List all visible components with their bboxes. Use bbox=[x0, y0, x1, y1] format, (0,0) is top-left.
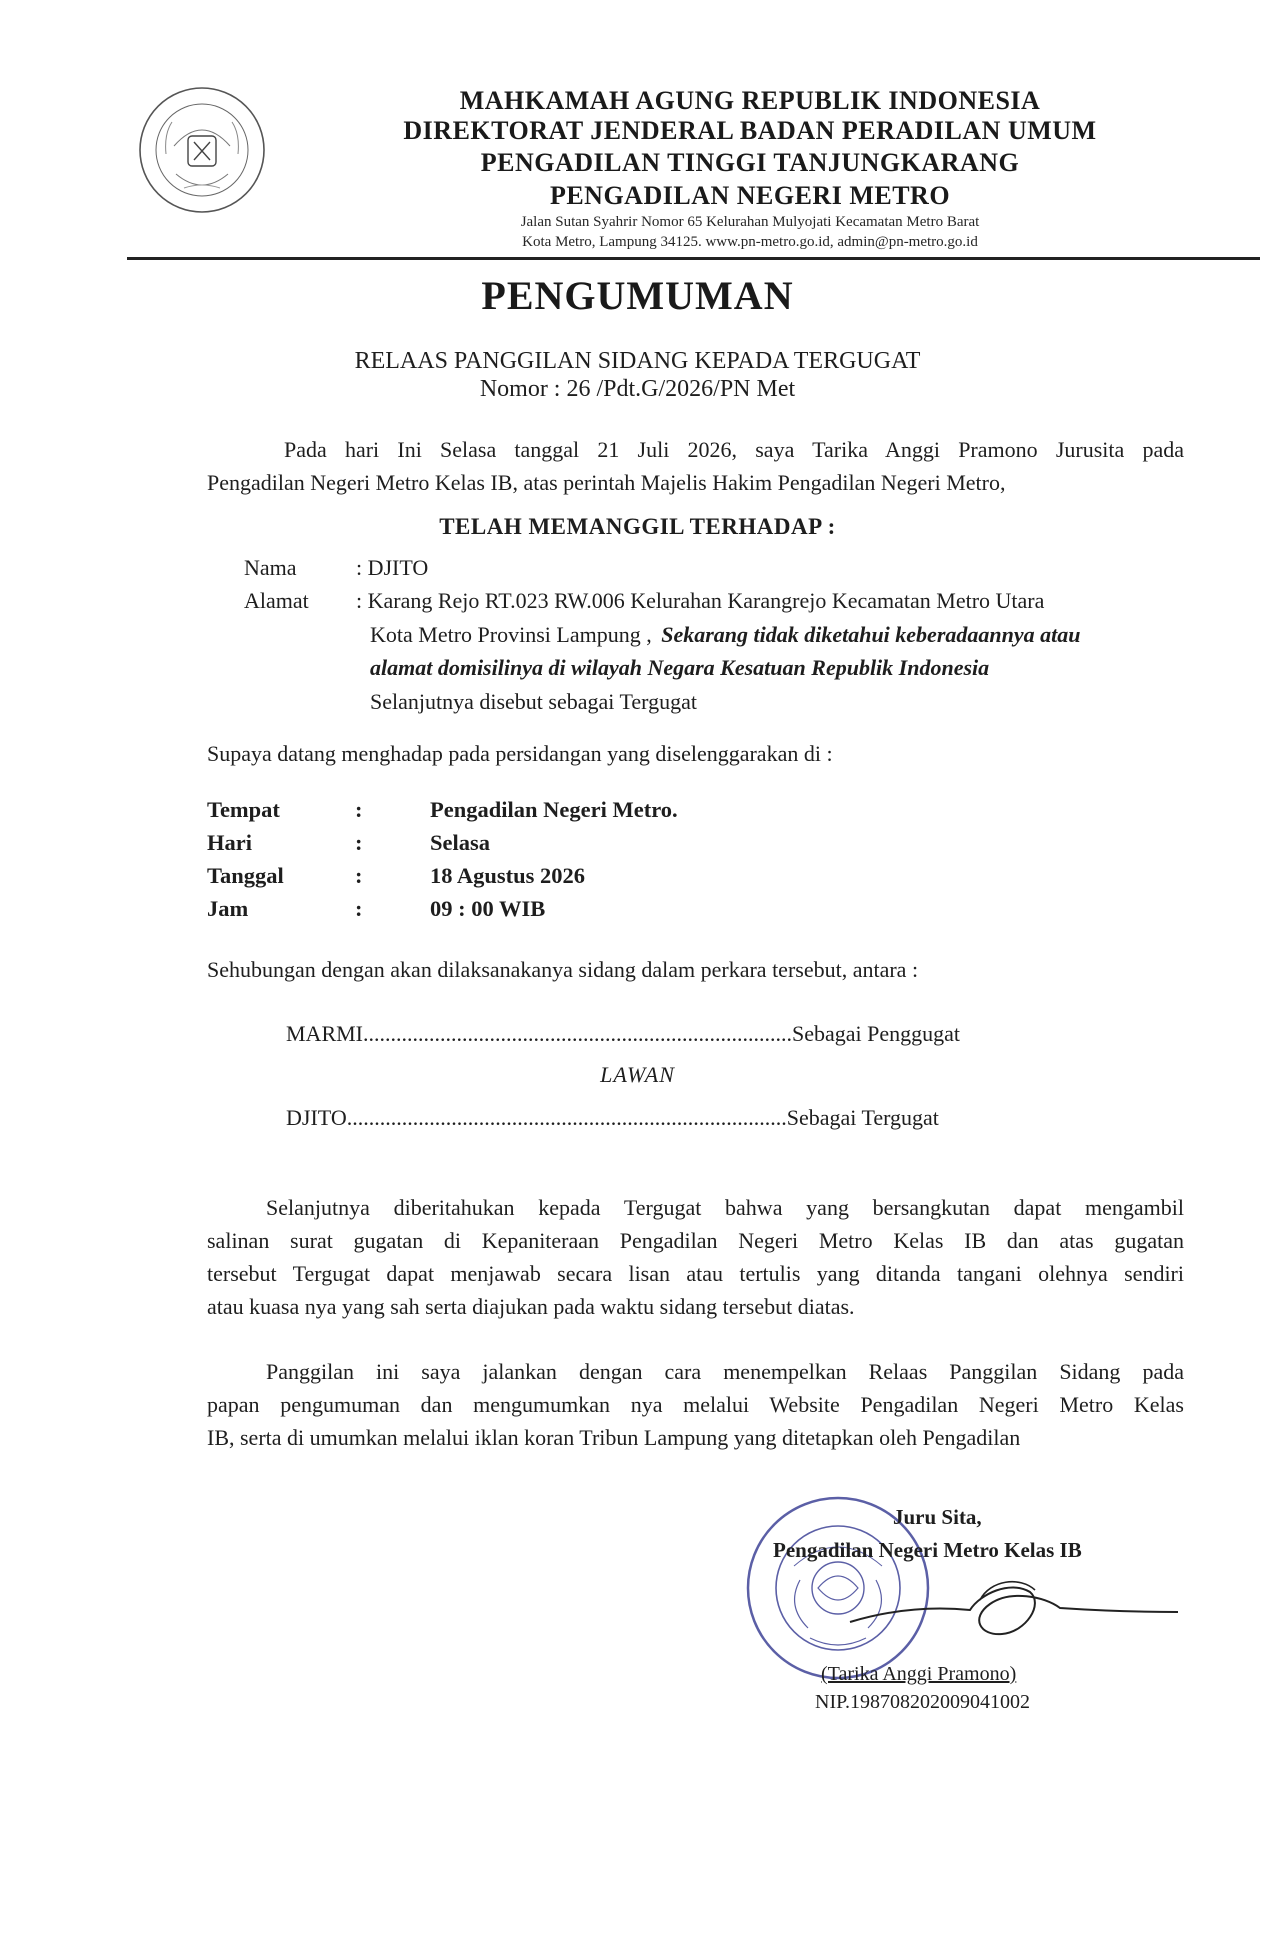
header-address-1: Jalan Sutan Syahrir Nomor 65 Kelurahan Mulyojati Kecamatan Metro Barat bbox=[520, 214, 980, 230]
schedule-value: Pengadilan Negeri Metro. bbox=[430, 797, 678, 822]
header-line-3: PENGADILAN TINGGI TANJUNGKARANG bbox=[480, 148, 1020, 177]
schedule-value: Selasa bbox=[430, 830, 491, 855]
page-title: PENGUMUMAN bbox=[481, 273, 794, 318]
signatory-name: (Tarika Anggi Pramono) bbox=[821, 1663, 1017, 1685]
schedule-row-tanggal bbox=[207, 863, 907, 896]
signature-office: Pengadilan Negeri Metro Kelas IB bbox=[773, 1538, 1082, 1562]
document-number: Nomor : 26 /Pdt.G/2026/PN Met bbox=[479, 376, 796, 402]
plaintiff-line: MARMI..............................................................................Sebagai Penggugat bbox=[286, 1021, 961, 1046]
versus-label: LAWAN bbox=[600, 1062, 675, 1087]
para1-line-4: atau kuasa nya yang sah serta diajukan pada waktu sidang tersebut diatas. bbox=[207, 1294, 855, 1319]
schedule-table bbox=[207, 797, 907, 929]
alamat-line-2 bbox=[370, 618, 1080, 651]
signature-role: Juru Sita, bbox=[893, 1505, 982, 1529]
signatory-nip: NIP.198708202009041002 bbox=[815, 1691, 1031, 1713]
schedule-row-jam bbox=[207, 896, 907, 929]
header-divider bbox=[127, 257, 1260, 260]
para1-line-3: tersebut Tergugat dapat menjawab secara lisan atau tertulis yang ditanda tangani olehnya sendiri bbox=[207, 1261, 1184, 1286]
intro-line-1: Pada hari Ini Selasa tanggal 21 Juli 2026, saya Tarika Anggi Pramono Jurusita pada bbox=[284, 437, 1184, 462]
para1-line-2: salinan surat gugatan di Kepaniteraan Pengadilan Negeri Metro Kelas IB dan atas gugatan bbox=[207, 1228, 1184, 1253]
summon-heading: TELAH MEMANGGIL TERHADAP : bbox=[439, 514, 836, 539]
schedule-label: Tanggal bbox=[207, 863, 284, 888]
para2-line-2: papan pengumuman dan mengumumkan nya melalui Website Pengadilan Negeri Metro Kelas bbox=[207, 1392, 1184, 1417]
schedule-label: Tempat bbox=[207, 797, 280, 822]
alamat-line-2-plain: Kota Metro Provinsi Lampung , bbox=[370, 622, 652, 647]
schedule-label: Jam bbox=[207, 896, 249, 921]
document-subtitle: RELAAS PANGGILAN SIDANG KEPADA TERGUGAT bbox=[354, 348, 921, 374]
case-intro: Sehubungan dengan akan dilaksanakanya sidang dalam perkara tersebut, antara : bbox=[207, 957, 919, 982]
attend-line: Supaya datang menghadap pada persidangan yang diselenggarakan di : bbox=[207, 741, 833, 766]
schedule-colon: : bbox=[355, 797, 363, 822]
schedule-row-hari bbox=[207, 830, 907, 863]
alamat-line-2-italic: Sekarang tidak diketahui keberadaannya atau bbox=[661, 622, 1081, 647]
nama-label: Nama bbox=[244, 555, 297, 580]
header-line-1: MAHKAMAH AGUNG REPUBLIK INDONESIA bbox=[459, 86, 1041, 115]
para1-line-1: Selanjutnya diberitahukan kepada Tergugat bahwa yang bersangkutan dapat mengambil bbox=[266, 1195, 1184, 1220]
intro-line-2: Pengadilan Negeri Metro Kelas IB, atas perintah Majelis Hakim Pengadilan Negeri Metro, bbox=[207, 470, 1006, 495]
court-logo bbox=[136, 84, 268, 216]
para2-line-1: Panggilan ini saya jalankan dengan cara menempelkan Relaas Panggilan Sidang pada bbox=[266, 1359, 1184, 1384]
alamat-line-4: Selanjutnya disebut sebagai Tergugat bbox=[370, 689, 697, 714]
schedule-value: 09 : 00 WIB bbox=[430, 896, 546, 921]
header-address-2: Kota Metro, Lampung 34125. www.pn-metro.go.id, admin@pn-metro.go.id bbox=[522, 234, 978, 250]
handwritten-signature bbox=[830, 1560, 1190, 1670]
alamat-label: Alamat bbox=[244, 588, 309, 613]
schedule-colon: : bbox=[355, 896, 363, 921]
alamat-line-1: : Karang Rejo RT.023 RW.006 Kelurahan Karangrejo Kecamatan Metro Utara bbox=[356, 588, 1045, 613]
para2-line-3: IB, serta di umumkan melalui iklan koran Tribun Lampung yang ditetapkan oleh Pengadilan bbox=[207, 1425, 1021, 1450]
schedule-colon: : bbox=[355, 830, 363, 855]
defendant-line: DJITO................................................................................Sebagai Tergugat bbox=[286, 1105, 939, 1130]
schedule-colon: : bbox=[355, 863, 363, 888]
header-line-4: PENGADILAN NEGERI METRO bbox=[549, 181, 951, 210]
header-line-2: DIREKTORAT JENDERAL BADAN PERADILAN UMUM bbox=[403, 116, 1097, 145]
schedule-row-tempat bbox=[207, 797, 907, 830]
alamat-line-3: alamat domisilinya di wilayah Negara Kesatuan Republik Indonesia bbox=[370, 655, 990, 680]
schedule-value: 18 Agustus 2026 bbox=[430, 863, 586, 888]
nama-value: : DJITO bbox=[356, 555, 429, 580]
schedule-label: Hari bbox=[207, 830, 252, 855]
